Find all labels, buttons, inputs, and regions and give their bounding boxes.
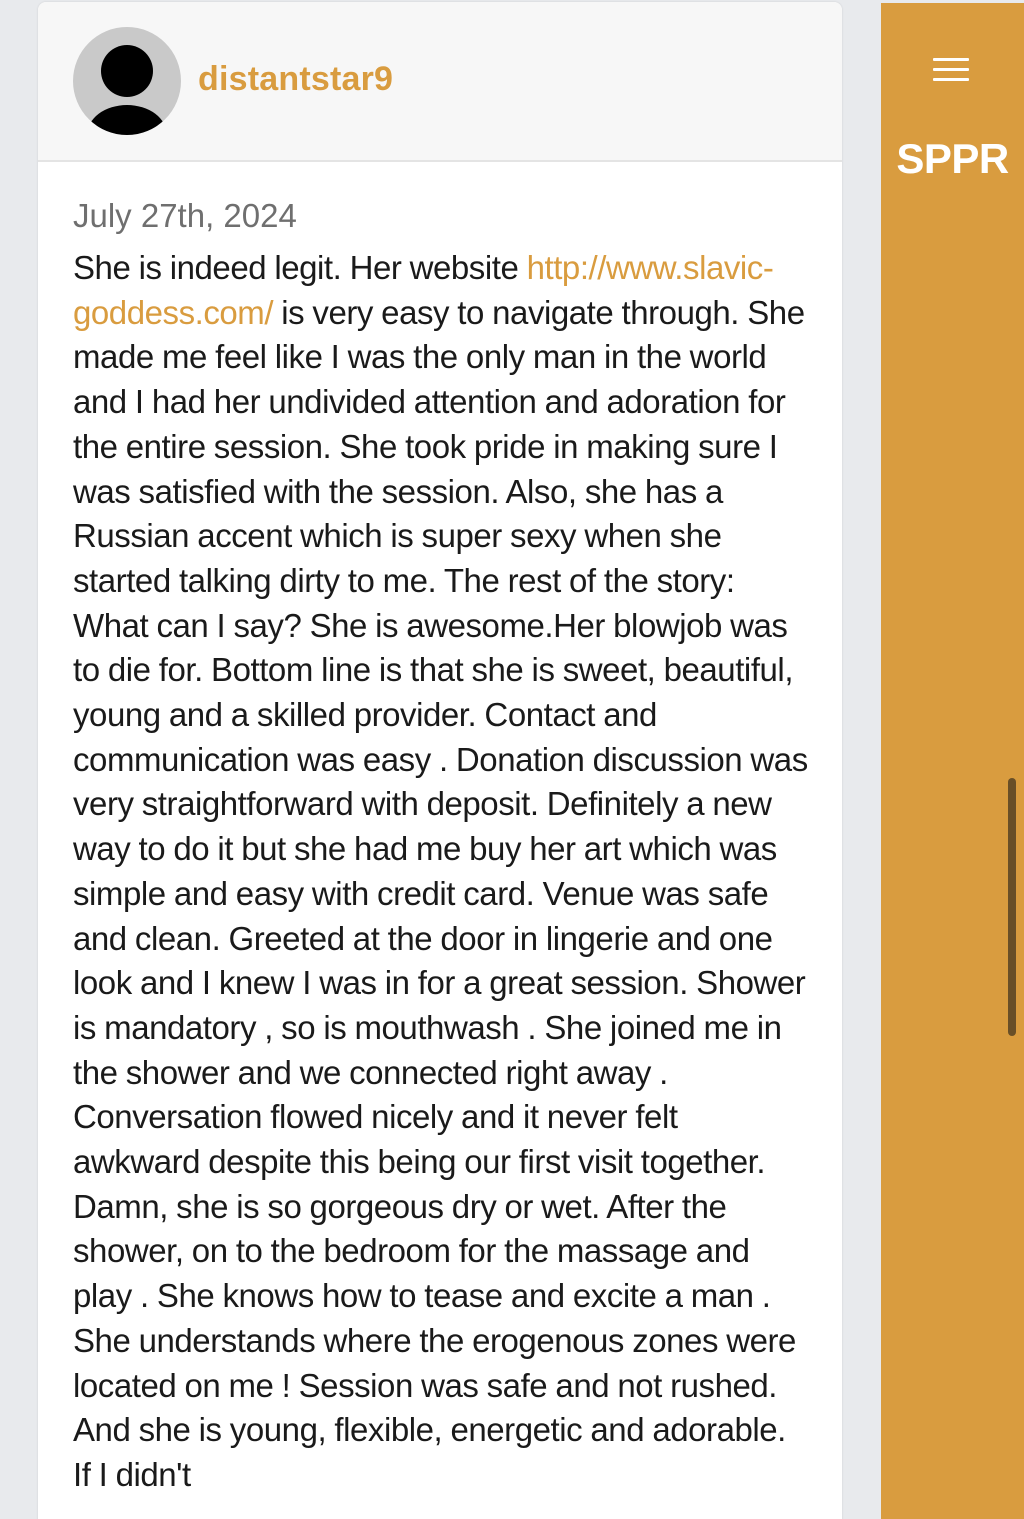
post-text-intro: She is indeed legit. Her website <box>73 249 527 286</box>
post-text-body: is very easy to navigate through. She made me feel like I was the only man in the world and I had her undivided attention and adoration for the entire session. She took pride in making sure I was satisfied with the session. Also, she has a Russian accent which is super sexy when she started talking dirty to me. The rest of the story: What can I say? She is awesome.Her blowjob was to die for. Bottom line is that she is sweet, beautiful, young and a skilled provider. Contact and communication was easy . Donation discussion was very straightforward with deposit. Definitely a new way to do it but she had me buy her art which was simple and easy with credit card. Venue was safe and clean. Greeted at the door in lingerie and one look and I knew I was in for a great session. Shower is mandatory , so is mouthwash . She joined me in the shower and we connected right away . Conversation flowed nicely and it never felt awkward despite this being our first visit together. Damn, she is so gorgeous dry or wet. After the shower, on to the bedroom for the massage and play . She knows how to tease and excite a man . She understands where the erogenous zones were located on me ! Session was safe and not rushed. And she is young, flexible, energetic and adorable. If I didn't <box>73 293 808 1493</box>
user-silhouette-icon <box>73 27 181 135</box>
website-link[interactable]: http://www.slavic-goddess.com/ <box>73 249 774 331</box>
brand-logo-text[interactable]: SPPR <box>896 135 1009 182</box>
avatar[interactable] <box>73 27 181 135</box>
post-date: July 27th, 2024 <box>73 197 297 234</box>
hamburger-menu-icon[interactable] <box>929 51 973 85</box>
scrollbar-thumb[interactable] <box>1008 778 1016 1036</box>
post-body <box>38 162 842 1498</box>
post-text <box>73 246 808 1498</box>
post-header <box>38 2 842 162</box>
post-card <box>38 2 842 1519</box>
username-link[interactable]: distantstar9 <box>198 60 394 98</box>
sidebar <box>881 3 1024 1519</box>
